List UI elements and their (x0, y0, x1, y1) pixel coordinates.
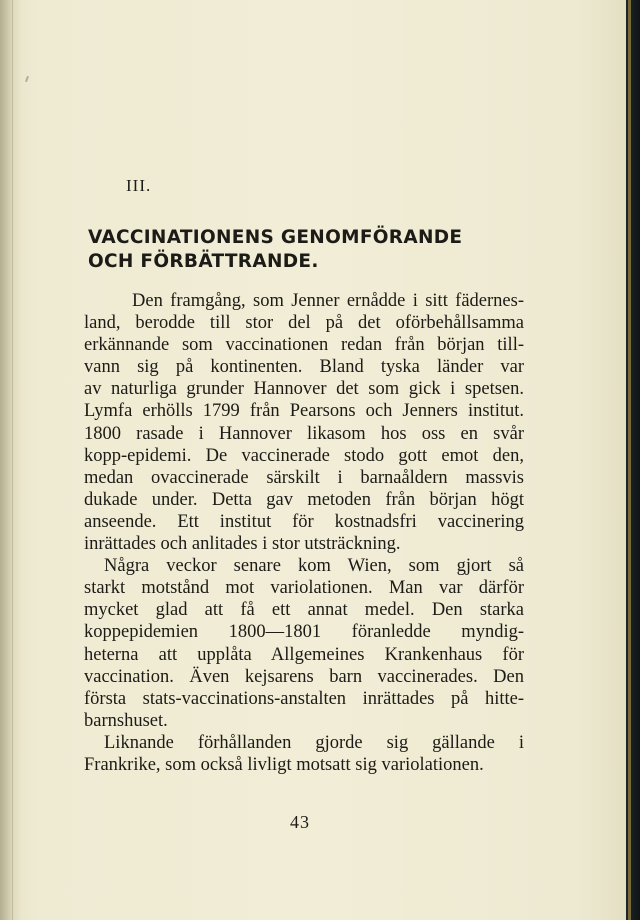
page-number: 43 (290, 812, 310, 832)
text-line: Frankrike, som också livligt motsatt sig variolationen. (84, 754, 484, 775)
text-line: vaccination. Även kejsarens barn vaccinerades. Den (84, 666, 524, 687)
text-line: barnshuset. (84, 710, 168, 731)
text-line: 1800 rasade i Hannover likasom hos oss en svår (84, 423, 524, 444)
text-line: första stats-vaccinations-anstalten inrättades på hitte- (84, 688, 524, 709)
text-line: land, berodde till stor del på det oförbehållsamma (84, 313, 524, 334)
text-line: medan ovaccinerade särskilt i barnaåldern massvis (84, 467, 524, 488)
text-line: anseende. Ett institut för kostnadsfri vaccinering (84, 511, 524, 532)
page-fold (12, 0, 13, 920)
text-line: mycket glad att få ett annat medel. Den starka (84, 600, 524, 621)
text-line: Den framgång, som Jenner ernådde i sitt fädernes- (132, 291, 524, 311)
text-line: erkännande som vaccinationen redan från början till- (84, 335, 524, 356)
text-line: koppepidemien 1800—1801 föranledde myndig- (84, 622, 524, 643)
text-line: Lymfa erhölls 1799 från Pearsons och Jenners institut. (84, 401, 524, 422)
text-line: kopp-epidemi. De vaccinerade stodo gott emot den, (84, 445, 524, 466)
text-line: Några veckor senare kom Wien, som gjort så (104, 556, 524, 577)
spine-shadow (0, 0, 22, 920)
text-line: heterna att upplåta Allgemeines Krankenhaus för (84, 644, 524, 665)
body-text (84, 290, 524, 776)
chapter-title-line: OCH FÖRBÄTTRANDE. (88, 251, 319, 272)
text-line: inrättades och anlitades i stor utsträckning. (84, 534, 401, 555)
text-line: av naturliga grunder Hannover det som gick i spetsen. (84, 379, 524, 400)
text-line: vann sig på kontinenten. Bland tyska länder var (84, 357, 524, 378)
book-cover-edge (626, 0, 640, 920)
text-line: starkt motstånd mot variolationen. Man var därför (84, 578, 524, 599)
cover-band (628, 0, 631, 920)
chapter-number: III. (126, 176, 152, 195)
chapter-title (88, 226, 488, 274)
text-line: dukade under. Detta gav metoden från början högt (84, 489, 524, 510)
text-line: Liknande förhållanden gjorde sig gällande i (104, 732, 524, 753)
chapter-title-line: VACCINATIONENS GENOMFÖRANDE (88, 227, 463, 248)
paper-speck (25, 76, 29, 82)
